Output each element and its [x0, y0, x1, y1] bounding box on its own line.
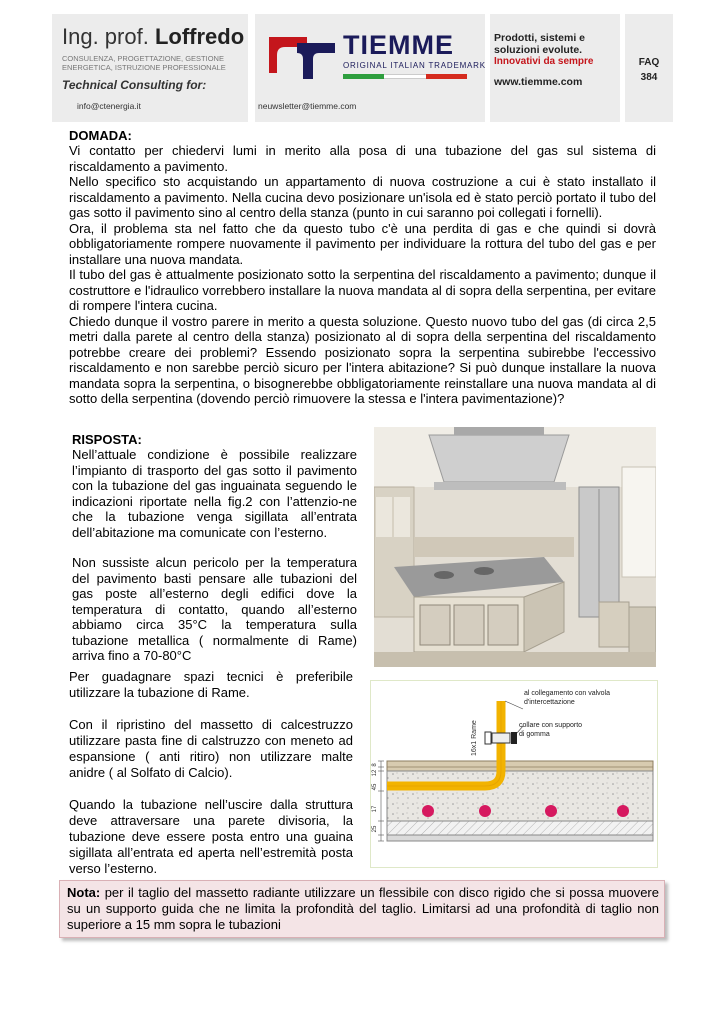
faq-label: FAQ: [638, 57, 660, 68]
brand-subtitle: ORIGINAL ITALIAN TRADEMARK: [343, 61, 486, 70]
brand-name: TIEMME: [343, 30, 454, 60]
answer-lower-body: [69, 669, 353, 877]
question-paragraph: Chiedo dunque il vostro parere in merito a questa soluzione. Questo nuovo tubo del gas (di circa 2,5 metri dalla parete al centro della stanza) posizionato al di sopra della serpentina del riscaldamento potrebbe creare dei problemi? Essendo posizionato sopra la serpentina subirebbe l'eccessivo riscaldamento e non sarebbe perciò sicuro per l'intera abitazione? Si può dunque installare la nuova mandata sopra la serpentina, o bisognerebbe obbligatoriamente reinstallare una nuova mandata al di sotto della serpentina (dovendo perciò rimuovere la stessa e l'intera pavimentazione)?: [69, 313, 656, 406]
question-paragraph: Nello specifico sto acquistando un appartamento di nuova costruzione a cui è stato installato il riscaldamento a pavimento. Nella cucina devo posizionare un'isola ed è stato perciò portato il tubo del gas sotto il pavimento sino al centro della stanza (punto in cui saranno poi collegati i fornelli).: [69, 174, 656, 220]
slogan-line-2: Innovativi da sempre: [494, 56, 594, 67]
dim-label: 12: [372, 769, 378, 777]
kitchen-photo: [374, 427, 656, 667]
question-paragraph: Il tubo del gas è attualmente posizionato sotto la serpentina del riscaldamento a pavimento; dunque il costruttore e l'idraulico vorrebbero installare la nuova mandata al di sopra della serpentina, per evitare di rompere l'intera cucina.: [69, 267, 656, 313]
italian-flag-stripe: [343, 74, 467, 79]
consultant-tagline: Technical Consulting for:: [62, 78, 207, 92]
email-newsletter[interactable]: neuwsletter@tiemme.com: [258, 101, 357, 111]
answer-paragraph: Con il ripristino del massetto di calcestruzzo utilizzare pasta fine di calstruzzo con meneto ad espansione ( anti ritiro) non utilizzare malte anidre ( al Solfato di Calcio).: [69, 717, 353, 780]
dim-label: 45: [372, 783, 378, 791]
collar-label: collare con supporto di gomma: [519, 722, 583, 738]
slogan-line-1: Prodotti, sistemi e soluzioni evolute.: [494, 32, 586, 56]
question-paragraph: Vi contatto per chiedervi lumi in merito alla posa di una tubazione del gas sul sistema di riscaldamento a pavimento.: [69, 143, 656, 174]
note-label: Nota:: [67, 885, 101, 900]
faq-number: 384: [640, 72, 658, 83]
answer-paragraph: Non sussiste alcun pericolo per la temperatura del pavimento basti pensare alle tubazioni del gas poste all’esterno degli edifici dove la temperatura di contatto, quando all’esterno abbiamo circa 35°C la temperatura sulla tubazione metallica ( normalmente di Rame) arriva fino a 70-80°C: [72, 555, 357, 663]
question-title: DOMADA:: [69, 128, 132, 143]
consultant-subtitle: CONSULENZA, PROGETTAZIONE, GESTIONE ENERGETICA, ISTRUZIONE PROFESSIONALE: [62, 54, 226, 72]
dim-label: 8: [372, 763, 378, 767]
gas-pipe-diagram: [370, 680, 658, 868]
slogan-block: [490, 14, 620, 122]
email-consultant[interactable]: info@ctenergia.it: [77, 101, 141, 111]
note-text: [67, 885, 659, 933]
tiemme-logo-icon: [267, 29, 337, 81]
pipe-label: 16x1 Rame: [471, 720, 478, 756]
consultant-name: Ing. prof. Loffredo: [62, 24, 245, 49]
answer-title: RISPOSTA:: [72, 432, 142, 447]
page-header: [52, 14, 673, 122]
answer-paragraph: Quando la tubazione nell’uscire dalla struttura deve attraversare una parete divisoria, la tubazione deve essere posta entro una guaina sigillata all’entrata ed aperta nell’estremità posta verso l’esterno.: [69, 797, 353, 876]
question-paragraph: Ora, il problema sta nel fatto che da questo tubo c'è una perdita di gas e che quindi si dovrà obbligatoriamente rompere nuovamente il pavimento per individuare la rottura del tubo del gas e per installare una nuova mandata.: [69, 220, 656, 267]
question-body: [69, 143, 656, 407]
note-body: per il taglio del massetto radiante utilizzare un flessibile con disco rigido che si possa muovere su un supporto guida che ne limita la profondità del taglio. Limitarsi ad una profondità di taglio non superiore a 15 mm sopra le tubazioni: [67, 885, 659, 932]
answer-paragraph: Per guadagnare spazi tecnici è preferibile utilizzare la tubazione di Rame.: [69, 669, 353, 700]
valve-label: al collegamento con valvola d'intercettazione: [524, 690, 610, 706]
dim-label: 17: [372, 805, 378, 813]
note-box: [59, 880, 665, 938]
website-link[interactable]: www.tiemme.com: [494, 76, 583, 88]
answer-body: [72, 447, 357, 664]
dim-label: 25: [372, 825, 378, 833]
faq-block: [625, 14, 673, 122]
answer-paragraph: Nell’attuale condizione è possibile realizzare l’impianto di trasporto del gas sotto il pavimento con la tubazione del gas inguainata seguendo le indicazioni riportate nella fig.2 con l’attenzio-ne che la tubazione venga sigillata all’entrata dell’abitazione ma comunicate con l’esterno.: [72, 447, 357, 540]
